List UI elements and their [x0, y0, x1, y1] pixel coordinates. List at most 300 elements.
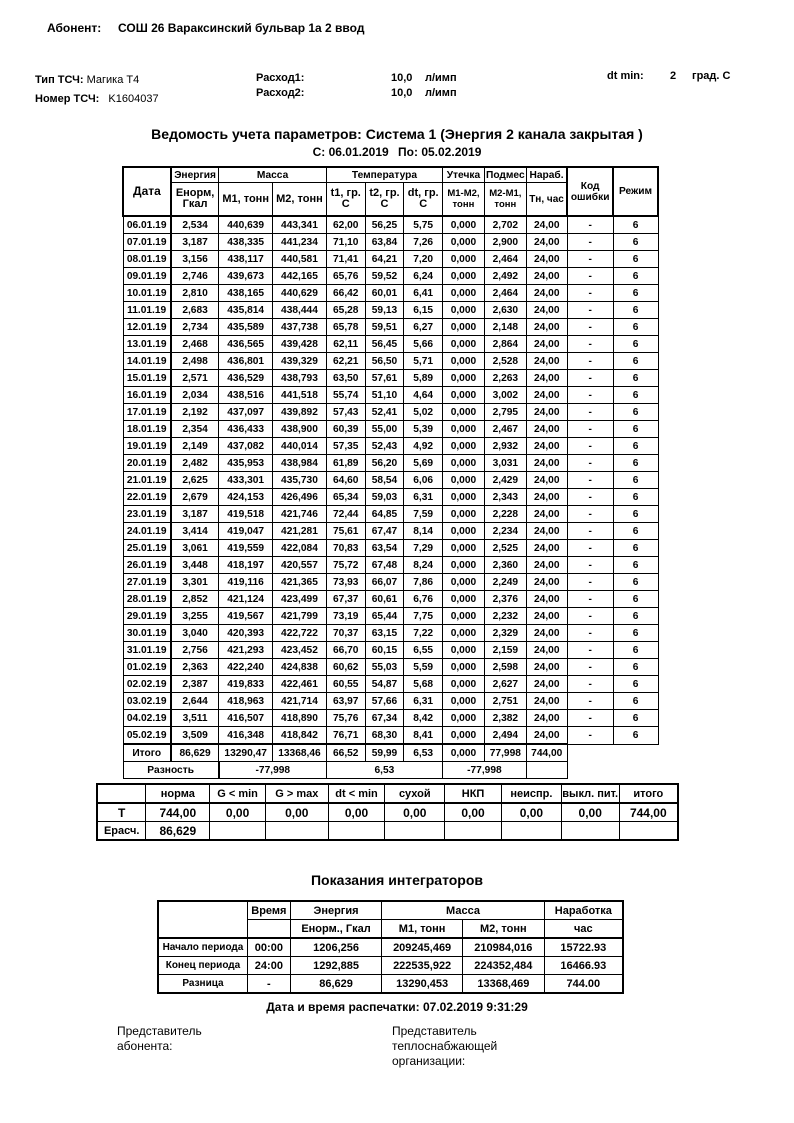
table-cell: 2,746	[171, 268, 219, 285]
table-cell: 423,452	[273, 642, 327, 659]
table-cell: 2,630	[484, 302, 526, 319]
table-cell: 0,000	[443, 319, 485, 336]
table-cell: 438,793	[273, 370, 327, 387]
table-cell: 6	[613, 489, 658, 506]
table-cell: 2,482	[171, 455, 219, 472]
table-cell: 24,00	[526, 506, 567, 523]
table-cell: 0,000	[443, 353, 485, 370]
table-cell: 6	[613, 608, 658, 625]
stat-row-t-label: Т	[97, 803, 146, 822]
table-cell: -	[567, 591, 613, 608]
table-cell: 71,10	[326, 234, 365, 251]
table-cell: -	[567, 625, 613, 642]
table-cell: -	[567, 387, 613, 404]
table-cell: 2,232	[484, 608, 526, 625]
table-cell: 2,468	[171, 336, 219, 353]
table-cell: 54,87	[365, 676, 404, 693]
table-cell: 2,249	[484, 574, 526, 591]
table-cell: 2,528	[484, 353, 526, 370]
table-cell: 8,24	[404, 557, 443, 574]
row-date: 24.01.19	[123, 523, 171, 540]
table-cell: 60,39	[326, 421, 365, 438]
table-cell: 0,000	[443, 285, 485, 302]
table-cell: -	[567, 234, 613, 251]
table-cell: -	[567, 251, 613, 268]
table-row	[123, 472, 658, 489]
flow1-label: Расход1:	[256, 72, 305, 84]
table-cell: 437,097	[219, 404, 273, 421]
row-date: 07.01.19	[123, 234, 171, 251]
table-cell: 0,000	[443, 540, 485, 557]
table-cell: 437,082	[219, 438, 273, 455]
table-cell: 6	[613, 302, 658, 319]
table-cell: 2,702	[484, 216, 526, 234]
flow2-unit: л/имп	[425, 87, 457, 99]
table-cell: 2,387	[171, 676, 219, 693]
table-cell: 2,810	[171, 285, 219, 302]
table-cell: 62,11	[326, 336, 365, 353]
report-title: Ведомость учета параметров: Система 1 (Энергия 2 канала закрытая )	[151, 126, 643, 142]
table-cell: 59,51	[365, 319, 404, 336]
table-cell: 5,69	[404, 455, 443, 472]
table-cell: 55,03	[365, 659, 404, 676]
device-type-label: Тип ТСЧ:	[35, 74, 84, 86]
table-cell: -	[567, 727, 613, 745]
table-cell: 419,116	[219, 574, 273, 591]
table-cell: 424,838	[273, 659, 327, 676]
integ-header-mass: Масса	[382, 901, 544, 920]
row-date: 11.01.19	[123, 302, 171, 319]
table-cell: -	[567, 523, 613, 540]
table-row	[123, 625, 658, 642]
table-cell: 2,354	[171, 421, 219, 438]
table-cell: 64,60	[326, 472, 365, 489]
table-cell: 2,644	[171, 693, 219, 710]
total-cell: 6,53	[404, 744, 443, 762]
table-cell: 24,00	[526, 489, 567, 506]
table-cell: 60,55	[326, 676, 365, 693]
table-cell: 6	[613, 574, 658, 591]
table-cell: 6	[613, 659, 658, 676]
total-cell: 86,629	[171, 744, 219, 762]
period-to-label: По:	[398, 145, 418, 159]
table-cell: 419,047	[219, 523, 273, 540]
table-row	[123, 216, 658, 234]
integ-cell: 86,629	[290, 975, 381, 994]
table-cell: 0,000	[443, 251, 485, 268]
table-cell: 6	[613, 455, 658, 472]
stat-header: dt < min	[328, 784, 385, 803]
row-date: 19.01.19	[123, 438, 171, 455]
table-row	[123, 387, 658, 404]
table-cell: 422,461	[273, 676, 327, 693]
table-cell: 2,376	[484, 591, 526, 608]
report-period	[0, 145, 794, 159]
table-cell: 24,00	[526, 319, 567, 336]
table-cell: 2,159	[484, 642, 526, 659]
table-cell: 0,000	[443, 676, 485, 693]
table-cell: -	[567, 319, 613, 336]
integ-cell: 222535,922	[382, 957, 463, 975]
row-date: 10.01.19	[123, 285, 171, 302]
table-cell: 6	[613, 727, 658, 745]
table-cell: 75,61	[326, 523, 365, 540]
stat-cell: 0,00	[210, 803, 266, 822]
table-cell: 2,149	[171, 438, 219, 455]
integ-cell: 1292,885	[290, 957, 381, 975]
table-cell: 7,29	[404, 540, 443, 557]
table-cell: 6	[613, 625, 658, 642]
table-cell: 66,07	[365, 574, 404, 591]
header-podmes: Подмес	[484, 167, 526, 183]
row-date: 29.01.19	[123, 608, 171, 625]
table-cell: 6,31	[404, 693, 443, 710]
integ-header-energy: Энергия	[290, 901, 381, 920]
table-row	[123, 489, 658, 506]
table-cell: 421,746	[273, 506, 327, 523]
row-date: 01.02.19	[123, 659, 171, 676]
empty-cell	[567, 762, 613, 779]
table-cell: 24,00	[526, 421, 567, 438]
empty-cell	[265, 822, 328, 841]
table-row	[123, 268, 658, 285]
rep-supplier: Представитель теплоснабжающей организации:	[392, 1024, 498, 1068]
table-row	[123, 523, 658, 540]
table-cell: 24,00	[526, 557, 567, 574]
stat-header: норма	[146, 784, 210, 803]
table-cell: 6,27	[404, 319, 443, 336]
table-cell: 2,464	[484, 285, 526, 302]
table-cell: -	[567, 216, 613, 234]
table-cell: 3,187	[171, 506, 219, 523]
table-cell: 0,000	[443, 216, 485, 234]
table-cell: 2,382	[484, 710, 526, 727]
flow2-value: 10,0	[391, 87, 413, 99]
stat-cell: 744,00	[619, 803, 678, 822]
table-cell: 52,43	[365, 438, 404, 455]
table-row	[123, 421, 658, 438]
device-type	[35, 74, 139, 86]
table-cell: 70,83	[326, 540, 365, 557]
table-cell: 437,738	[273, 319, 327, 336]
table-row	[123, 557, 658, 574]
table-cell: 3,511	[171, 710, 219, 727]
table-cell: 433,301	[219, 472, 273, 489]
row-date: 27.01.19	[123, 574, 171, 591]
table-cell: 24,00	[526, 727, 567, 745]
table-cell: 6,41	[404, 285, 443, 302]
row-date: 28.01.19	[123, 591, 171, 608]
table-cell: 56,25	[365, 216, 404, 234]
table-cell: 5,71	[404, 353, 443, 370]
table-cell: 0,000	[443, 234, 485, 251]
table-cell: 6	[613, 234, 658, 251]
table-cell: 0,000	[443, 336, 485, 353]
difference-label: Разность	[123, 762, 219, 779]
integ-cell: 16466.93	[544, 957, 623, 975]
table-cell: -	[567, 455, 613, 472]
table-cell: 60,15	[365, 642, 404, 659]
difference-row	[123, 762, 658, 779]
table-cell: 6,31	[404, 489, 443, 506]
table-cell: 24,00	[526, 302, 567, 319]
table-cell: 70,37	[326, 625, 365, 642]
table-cell: 6,24	[404, 268, 443, 285]
table-cell: 5,75	[404, 216, 443, 234]
table-cell: 419,518	[219, 506, 273, 523]
stat-cell: 744,00	[146, 803, 210, 822]
table-cell: 7,75	[404, 608, 443, 625]
table-cell: 420,393	[219, 625, 273, 642]
table-cell: 24,00	[526, 404, 567, 421]
table-cell: 24,00	[526, 455, 567, 472]
table-cell: 5,89	[404, 370, 443, 387]
table-cell: 66,70	[326, 642, 365, 659]
table-cell: 440,581	[273, 251, 327, 268]
stat-header: сухой	[385, 784, 445, 803]
table-row	[123, 370, 658, 387]
table-cell: 65,34	[326, 489, 365, 506]
table-cell: -	[567, 574, 613, 591]
table-cell: 7,26	[404, 234, 443, 251]
table-cell: 6	[613, 268, 658, 285]
table-cell: 5,02	[404, 404, 443, 421]
table-cell: 5,66	[404, 336, 443, 353]
table-row	[123, 506, 658, 523]
table-cell: 63,54	[365, 540, 404, 557]
table-cell: 439,892	[273, 404, 327, 421]
subheader-podmes: М2-М1, тонн	[484, 183, 526, 217]
table-cell: 0,000	[443, 472, 485, 489]
table-cell: 2,494	[484, 727, 526, 745]
table-cell: 6	[613, 438, 658, 455]
table-cell: 2,148	[484, 319, 526, 336]
table-cell: 64,21	[365, 251, 404, 268]
table-cell: 2,625	[171, 472, 219, 489]
table-cell: 3,031	[484, 455, 526, 472]
table-cell: 24,00	[526, 523, 567, 540]
table-cell: 436,801	[219, 353, 273, 370]
stat-e-value: 86,629	[146, 822, 210, 841]
table-cell: 24,00	[526, 387, 567, 404]
table-cell: 55,74	[326, 387, 365, 404]
table-cell: 24,00	[526, 336, 567, 353]
total-cell: 0,000	[443, 744, 485, 762]
table-cell: 438,984	[273, 455, 327, 472]
table-cell: 71,41	[326, 251, 365, 268]
totals-row	[123, 744, 658, 762]
header-mode: Режим	[613, 167, 658, 216]
integ-cell: 13290,453	[382, 975, 463, 994]
table-cell: -	[567, 302, 613, 319]
table-cell: 6	[613, 523, 658, 540]
stat-cell: 0,00	[265, 803, 328, 822]
table-row	[123, 642, 658, 659]
table-row	[123, 574, 658, 591]
table-cell: 421,799	[273, 608, 327, 625]
table-cell: -	[567, 268, 613, 285]
table-cell: 6	[613, 353, 658, 370]
table-cell: 3,301	[171, 574, 219, 591]
difference-temperature: 6,53	[326, 762, 442, 779]
header-leak: Утечка	[443, 167, 485, 183]
table-cell: 4,64	[404, 387, 443, 404]
table-cell: 6	[613, 710, 658, 727]
total-cell: 77,998	[484, 744, 526, 762]
table-cell: 24,00	[526, 438, 567, 455]
empty-cell	[158, 901, 247, 938]
table-cell: 24,00	[526, 625, 567, 642]
integ-sub-hour: час	[544, 920, 623, 939]
table-cell: 24,00	[526, 693, 567, 710]
dtmin-value: 2	[670, 70, 677, 82]
integ-cell: 744.00	[544, 975, 623, 994]
row-date: 05.02.19	[123, 727, 171, 745]
table-cell: 439,428	[273, 336, 327, 353]
empty-cell	[526, 762, 567, 779]
table-cell: 63,84	[365, 234, 404, 251]
table-cell: 6	[613, 591, 658, 608]
integ-cell: 210984,016	[462, 938, 544, 957]
table-cell: 0,000	[443, 710, 485, 727]
status-time-table	[96, 783, 679, 841]
table-cell: 75,72	[326, 557, 365, 574]
table-cell: 2,464	[484, 251, 526, 268]
row-date: 25.01.19	[123, 540, 171, 557]
table-cell: 3,156	[171, 251, 219, 268]
table-cell: 24,00	[526, 472, 567, 489]
stat-header: НКП	[445, 784, 502, 803]
table-cell: 420,557	[273, 557, 327, 574]
table-cell: 68,30	[365, 727, 404, 745]
table-row	[123, 251, 658, 268]
table-cell: 24,00	[526, 251, 567, 268]
table-cell: 6	[613, 421, 658, 438]
table-cell: 0,000	[443, 625, 485, 642]
table-cell: 67,37	[326, 591, 365, 608]
table-cell: 2,751	[484, 693, 526, 710]
table-cell: 2,734	[171, 319, 219, 336]
stat-cell: 0,00	[385, 803, 445, 822]
empty-cell	[385, 822, 445, 841]
table-cell: 416,507	[219, 710, 273, 727]
table-cell: 3,061	[171, 540, 219, 557]
table-cell: 436,529	[219, 370, 273, 387]
table-cell: 440,639	[219, 216, 273, 234]
table-cell: 441,518	[273, 387, 327, 404]
table-cell: 65,28	[326, 302, 365, 319]
table-cell: 440,014	[273, 438, 327, 455]
table-cell: 24,00	[526, 574, 567, 591]
header-temperature: Температура	[326, 167, 442, 183]
table-cell: -	[567, 472, 613, 489]
table-cell: 3,002	[484, 387, 526, 404]
table-cell: -	[567, 540, 613, 557]
table-cell: 24,00	[526, 659, 567, 676]
table-cell: 438,516	[219, 387, 273, 404]
table-cell: 0,000	[443, 659, 485, 676]
table-cell: 421,124	[219, 591, 273, 608]
table-cell: 421,365	[273, 574, 327, 591]
table-cell: 0,000	[443, 591, 485, 608]
table-cell: 2,571	[171, 370, 219, 387]
table-cell: 6	[613, 387, 658, 404]
table-cell: 6	[613, 676, 658, 693]
table-cell: 0,000	[443, 506, 485, 523]
serial-label: Номер ТСЧ:	[35, 93, 100, 105]
table-cell: 0,000	[443, 370, 485, 387]
table-cell: 63,50	[326, 370, 365, 387]
table-cell: 0,000	[443, 421, 485, 438]
row-date: 31.01.19	[123, 642, 171, 659]
table-cell: 61,89	[326, 455, 365, 472]
table-cell: 0,000	[443, 302, 485, 319]
table-cell: -	[567, 404, 613, 421]
row-date: 13.01.19	[123, 336, 171, 353]
table-cell: 55,00	[365, 421, 404, 438]
table-cell: 7,20	[404, 251, 443, 268]
difference-mass: -77,998	[219, 762, 327, 779]
table-cell: 7,22	[404, 625, 443, 642]
table-cell: 67,48	[365, 557, 404, 574]
table-cell: 24,00	[526, 216, 567, 234]
integ-cell: 24:00	[247, 957, 290, 975]
table-cell: 2,525	[484, 540, 526, 557]
table-cell: 67,34	[365, 710, 404, 727]
table-cell: 439,329	[273, 353, 327, 370]
table-cell: -	[567, 353, 613, 370]
table-cell: 57,66	[365, 693, 404, 710]
table-cell: 0,000	[443, 642, 485, 659]
table-row	[123, 693, 658, 710]
row-date: 03.02.19	[123, 693, 171, 710]
table-row	[123, 540, 658, 557]
row-date: 26.01.19	[123, 557, 171, 574]
table-cell: -	[567, 608, 613, 625]
table-cell: 8,14	[404, 523, 443, 540]
table-cell: -	[567, 710, 613, 727]
table-cell: 2,932	[484, 438, 526, 455]
total-cell: 13368,46	[273, 744, 327, 762]
header-mass: Масса	[219, 167, 327, 183]
table-cell: 438,335	[219, 234, 273, 251]
table-cell: 8,42	[404, 710, 443, 727]
subheader-t1: t1, гр. С	[326, 183, 365, 217]
table-cell: 24,00	[526, 370, 567, 387]
table-cell: 24,00	[526, 710, 567, 727]
integ-cell: 15722.93	[544, 938, 623, 957]
table-cell: 2,598	[484, 659, 526, 676]
table-cell: 59,52	[365, 268, 404, 285]
row-date: 12.01.19	[123, 319, 171, 336]
integ-cell: 209245,469	[382, 938, 463, 957]
table-cell: 5,68	[404, 676, 443, 693]
table-cell: 419,833	[219, 676, 273, 693]
table-cell: 56,45	[365, 336, 404, 353]
table-cell: 3,255	[171, 608, 219, 625]
table-cell: 65,76	[326, 268, 365, 285]
table-row	[123, 319, 658, 336]
table-cell: 59,13	[365, 302, 404, 319]
table-row	[123, 455, 658, 472]
empty-cell	[613, 744, 658, 762]
rep-subscriber: Представитель абонента:	[117, 1024, 202, 1053]
stat-row-e-label: Ерасч.	[97, 822, 146, 841]
table-cell: 60,01	[365, 285, 404, 302]
row-date: 02.02.19	[123, 676, 171, 693]
stat-header: выкл. пит.	[561, 784, 619, 803]
table-cell: 63,97	[326, 693, 365, 710]
